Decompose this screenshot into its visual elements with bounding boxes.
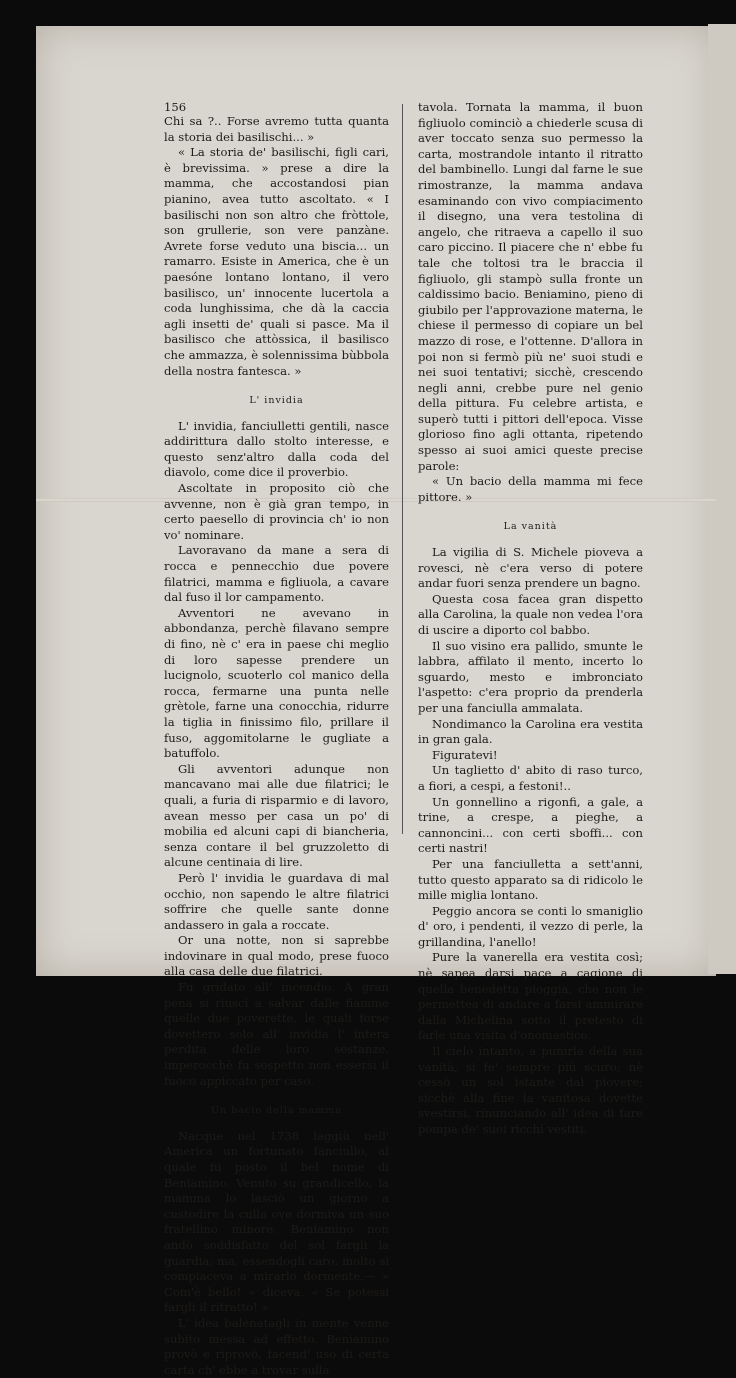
quote: « Un bacio della mamma mi fece pittore. » (418, 474, 643, 504)
column-divider (402, 104, 403, 834)
section-title-bacio: Un bacio della mamma (211, 1105, 342, 1117)
paragraph: Un taglietto d' abito di raso turco, a fiori, a cespi, a festoni!.. (418, 763, 643, 793)
paragraph: Però l' invidia le guardava di mal occhio, non sapendo le altre filatrici soffrire che quelle sante donne andassero in gala a roccate. (164, 870, 389, 932)
page-number-row (164, 100, 389, 114)
paragraph: Ascoltate in proposito ciò che avvenne, non è già gran tempo, in certo paesello di provincia ch' io non vo' nominare. (164, 481, 389, 542)
paragraph: Lavoravano da mane a sera di rocca e pennecchio due povere filatrici, mamma e figliuola, a cavare dal fuso il lor campamento. (164, 543, 389, 605)
paragraph: Questa cosa facea gran dispetto alla Carolina, la quale non vedea l'ora di uscire a diporto col babbo. (418, 591, 643, 637)
paragraph: La vigilia di S. Michele pioveva a rovesci, nè c'era verso di potere andar fuori senza prendere un bagno. (418, 545, 643, 591)
paragraph: Nondimanco la Carolina era vestita in gran gala. (418, 716, 643, 747)
paragraph: Or una notte, non si saprebbe indovinare in qual modo, prese fuoco alla casa delle due filatrici. (164, 933, 389, 979)
page-number: 156 (164, 100, 187, 114)
paragraph: Peggio ancora se conti lo smaniglio d' oro, i pendenti, il vezzo di perle, la grillandina, l'anello! (418, 903, 643, 949)
left-column (164, 100, 389, 1378)
paragraph: Pure la vanerella era vestita così; nè sapea darsi pace a cagione di quella benedetta pioggia, che non le permettea di andare a farsi ammirare dalla Michelina sotto il pretesto di farle una visita d'onomastico. (418, 950, 643, 1043)
paragraph: Figuratevi! (432, 747, 498, 762)
paragraph: Avventori ne avevano in abbondanza, perchè filavano sempre di fino, nè c' era in paese chi meglio di loro sapesse prendere un lucignolo, scuoterlo col manico della rocca, fermarne una punta nelle grètole, farne una conocchia, ridurre la tiglia in finissimo filo, prillare il fuso, aggomitolarne le gugliate a batuffolo. (164, 605, 389, 761)
section-title-vanita: La vanità (503, 521, 558, 533)
paragraph: Un gonnellino a rigonfi, a gale, a trine, a crespe, a pieghe, a cannoncini... con certi sboffi... con certi nastri! (418, 794, 643, 856)
paragraph: Il cielo intanto, a punirla della sua vanità, si fe' sempre più scuro; nè cessò un sol istante dal piovere; sicchè alla fine la vanitosa dovette svestirsi, rinunciando all' idea di fare pompa de' suoi ricchi vestiti. (418, 1044, 643, 1136)
section-title-invidia: L' invidia (249, 395, 304, 407)
paragraph: Per una fanciulletta a sett'anni, tutto questo apparato sa di ridicolo le mille miglia lontano. (418, 856, 643, 903)
paragraph: Fu gridato all' incendio. A gran pena si riuscì a salvar dalle fiamme quelle due poverette, le quali forse dovettero solo all' invidia l' intera perdita delle loro sostanze, imperocchè fu sospetto non essersi il fuoco appiccato per caso. (164, 980, 389, 1088)
paragraph: L' invidia, fanciulletti gentili, nasce addirittura dallo stolto interesse, e questo senz'altro dalla coda del diavolo, come dice il proverbio. (164, 418, 389, 480)
paragraph: Nacque nel 1738 laggiù nell' America un fortunato fanciullo, al quale fu posto il bel nome di Beniamino. Venuto su grandicello, la mamma lo lasciò un giorno a custodire la culla ove dormiva un suo fratellino minore. Beniamino non andò soddisfatto del sol fargli la guardia; ma, essendogli caro, molto si compiaceva a mirarlo dormente.— » Com'è bello! » diceva. « Se potessi fargli il ritratto! » (164, 1128, 389, 1315)
right-column (418, 100, 643, 1138)
paragraph: Gli avventori adunque non mancavano mai alle due filatrici; le quali, a furia di risparmio e di lavoro, avean messo per casa un po' di mobilia ed alcuni capi di biancheria, senza contare il bel gruzzoletto di alcune centinaia di lire. (164, 761, 389, 870)
paragraph: Il suo visino era pallido, smunte le labbra, affilato il mento, incerto lo sguardo, mesto e imbronciato l'aspetto: c'era proprio da prenderla per una fanciulla ammalata. (418, 638, 643, 715)
paragraph: « La storia de' basilischi, figli cari, è brevissima. » prese a dire la mamma, che accostandosi pian pianino, avea tutto ascoltato. « I basilischi non son altro che fròttole, son grullerie, son vere panzàne. Avrete forse veduto una biscia... un ramarro. Esiste in America, che è un paesóne lontano lontano, il vero basilisco, un' innocente lucertola a coda lunghissima, che dà la caccia agli insetti de' quali si pasce. Ma il basilisco che attòssica, il basilisco che ammazza, è solennissima bùbbola della nostra fantesca. » (164, 145, 389, 378)
paragraph: Chi sa ?.. Forse avremo tutta quanta la storia dei basilischi... » (164, 114, 389, 144)
paragraph: tavola. Tornata la mamma, il buon figliuolo cominciò a chiederle scusa di aver toccato senza suo permesso la carta, mostrandole intanto il ritratto del bambinello. Lungi dal farne le sue rimostranze, la mamma andava esaminando con vivo compiacimento il disegno, una vera testolina di angelo, che ritraeva a capello il suo caro piccino. Il piacere che n' ebbe fu tale che toltosi tra le braccia il figliuolo, gli stampò sulla fronte un caldissimo bacio. Beniamino, pieno di giubilo per l'approvazione materna, le chiese il permesso di copiare un bel mazzo di rose, e l'ottenne. D'allora in poi non si fermò più ne' suoi studi e nei suoi tentativi; sicchè, crescendo negli anni, crebbe pure nel genio della pittura. Fu celebre artista, e superò tutti i pittori dell'epoca. Visse glorioso fino agli ottanta, ripetendo spesso ai suoi amici queste precise parole: (418, 100, 643, 473)
paragraph: L' idea balenatagli in mente venne subito messa ad effetto. Beniamino provò e riprovò, facend' uso di certa carta ch' ebbe a trovar sulla (164, 1315, 389, 1377)
